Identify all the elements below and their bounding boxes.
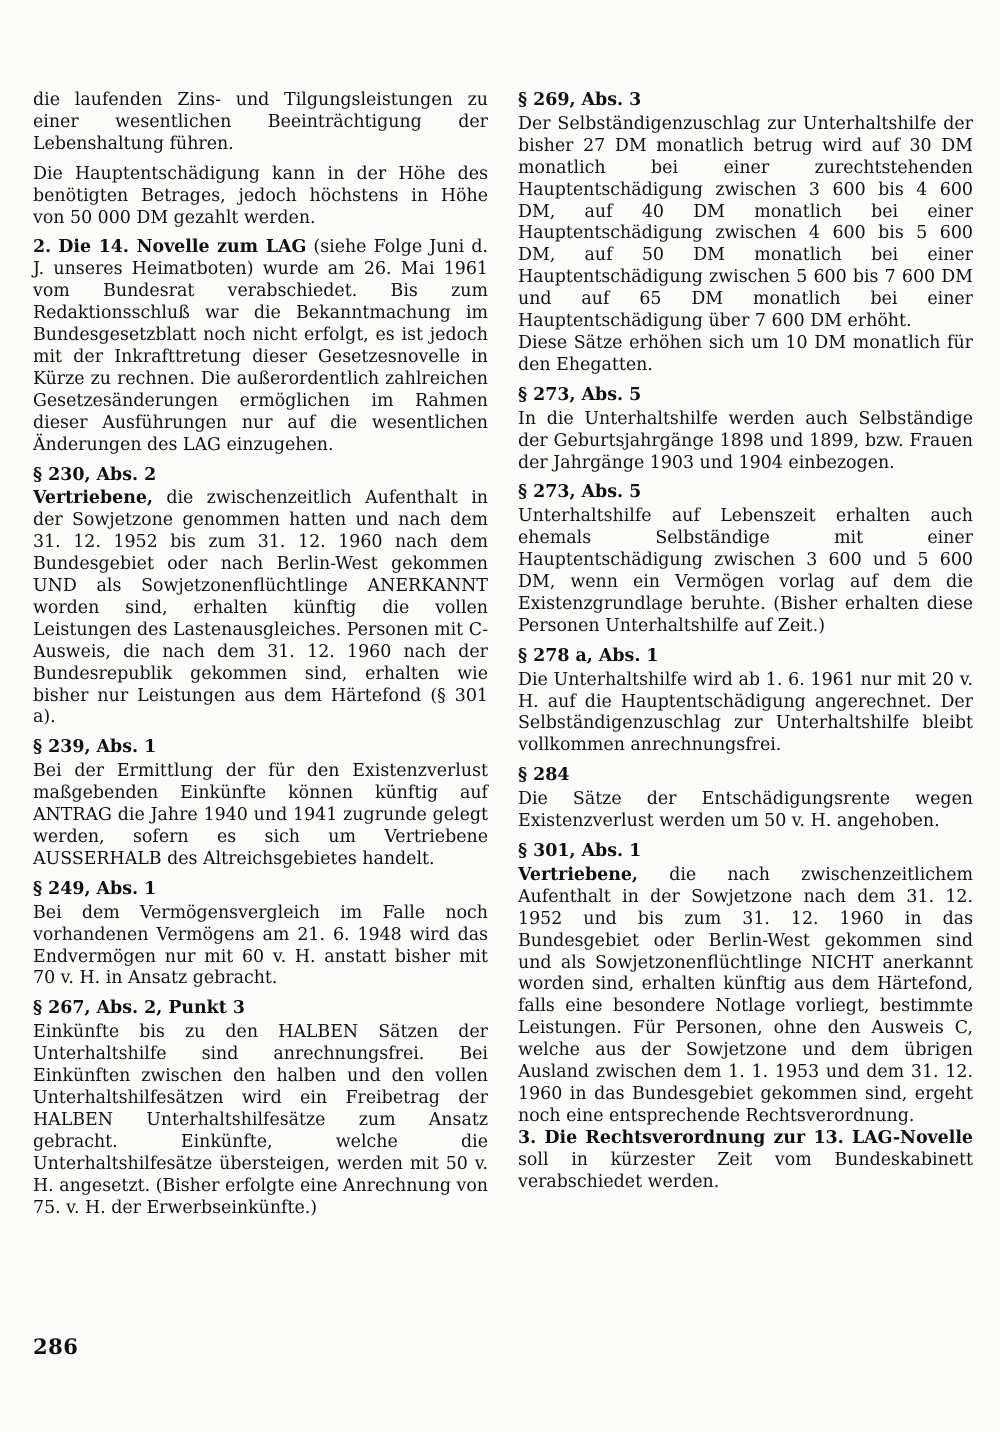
section-heading: § 278 a, Abs. 1 [518,645,659,666]
paragraph: die laufenden Zins- und Tilgungsleistungen zu einer wesentlichen Beeinträchtigung der Lebenshaltung führen. [33,90,488,154]
paragraph: Die Sätze der Entschädigungsrente wegen Existenzverlust werden um 50 v. H. angehoben. [518,789,973,832]
page-number: 286 [33,1334,79,1359]
paragraph: In die Unterhaltshilfe werden auch Selbständige der Geburtsjahrgänge 1898 und 1899, bzw. Frauen der Jahrgänge 1903 und 1904 einbezogen. [518,408,973,473]
bold-term: Vertriebene, [33,488,153,509]
right-column [518,90,973,1202]
bold-heading: 3. Die Rechtsverordnung zur 13. LAG-Novelle [518,1127,973,1148]
paragraph: Bei der Ermittlung der für den Existenzverlust maßgebenden Einkünfte können künftig auf ANTRAG die Jahre 1940 und 1941 zugrunde gelegt werden, sofern es sich um Vertriebene AUSSERHALB des Altreichsgebietes handelt. [33,761,488,869]
paragraph: Der Selbständigenzuschlag zur Unterhaltshilfe der bisher 27 DM monatlich betrug wird auf 30 DM monatlich bei einer zurechtstehenden Hauptentschädigung zwischen 3 600 bis 4 600 DM, auf 40 DM monatlich bei einer Hauptentschädigung zwischen 4 600 bis 5 600 DM, auf 50 DM monatlich bei einer Hauptentschädigung zwischen 5 600 bis 7 600 DM und auf 65 DM monatlich bei einer Hauptentschädigung über 7 600 DM erhöht. [518,113,973,332]
section-heading: § 284 [518,765,570,786]
left-column [33,90,488,1227]
paragraph [518,1128,973,1194]
paragraph: Einkünfte bis zu den HALBEN Sätzen der Unterhaltshilfe sind anrechnungsfrei. Bei Einkünften zwischen den halben und den vollen Unterhaltshilfesätzen wird ein Freibetrag der HALBEN Unterhaltshilfesätze zum Ansatz gebracht. Einkünfte, welche die Unterhaltshilfesätze übersteigen, werden mit 50 v. H. angesetzt. (Bisher erfolgte eine Anrechnung von 75. v. H. der Erwerbseinkünfte.) [33,1022,488,1218]
section-heading: § 267, Abs. 2, Punkt 3 [33,998,245,1019]
section-heading: § 249, Abs. 1 [33,878,157,899]
paragraph: Unterhaltshilfe auf Lebenszeit erhalten auch ehemals Selbständige mit einer Hauptentschädigung zwischen 3 600 und 5 600 DM, wenn ein Vermögen vorlag auf dem die Existenzgrundlage beruhte. (Bisher erhalten diese Personen Unterhaltshilfe auf Zeit.) [518,506,973,636]
section-heading: § 239, Abs. 1 [33,737,157,758]
section-heading: § 273, Abs. 5 [518,482,642,503]
section-heading: § 230, Abs. 2 [33,464,157,485]
paragraph-text: (siehe Folge Juni d. J. unseres Heimatboten) wurde am 26. Mai 1961 vom Bundesrat verabschiedet. Bis zum Redaktionsschluß war die Bekanntmachung im Bundesgesetzblatt noch nicht erfolgt, es ist jedoch mit der Inkrafttretung dieser Gesetzesnovelle in Kürze zu rechnen. Die außerordentlich zahlreichen Gesetzesänderungen ermöglichen im Rahmen dieser Ausführungen nur auf die wesentlichen Änderungen des LAG einzugehen. [33,237,488,455]
paragraph-text: die nach zwischenzeitlichem Aufenthalt in der Sowjetzone nach dem 31. 12. 1952 und bis zum 31. 12. 1960 in das Bundesgebiet oder Berlin-West gekommen sind und als Sowjetzonenflüchtlinge NICHT anerkannt worden sind, erhalten künftig aus dem Härtefond, falls eine besondere Notlage vorliegt, bestimmte Leistungen. Für Personen, ohne den Ausweis C, welche aus der Sowjetzone und dem übrigen Ausland zwischen dem 1. 1. 1953 und dem 31. 12. 1960 in das Bundesgebiet gekommen sind, ergeht noch eine entsprechende Rechtsverordnung. [518,864,973,1126]
section-heading: § 301, Abs. 1 [518,841,642,861]
paragraph: Diese Sätze erhöhen sich um 10 DM monatlich für den Ehegatten. [518,332,973,375]
paragraph [518,865,973,1128]
section-heading: § 269, Abs. 3 [518,90,642,110]
paragraph: Die Unterhaltshilfe wird ab 1. 6. 1961 nur mit 20 v. H. auf die Hauptentschädigung angerechnet. Der Selbständigenzuschlag zur Unterhaltshilfe bleibt vollkommen anrechnungsfrei. [518,669,973,756]
paragraph-text: die zwischenzeitlich Aufenthalt in der Sowjetzone genommen hatten und nach dem 31. 12. 1952 bis zum 31. 12. 1960 nach dem Bundesgebiet oder nach Berlin-West gekommen UND als Sowjetzonenflüchtlinge ANERKANNT worden sind, erhalten künftig die vollen Leistungen des Lastenausgleiches. Personen mit C-Ausweis, die nach dem 31. 12. 1960 nach der Bundesrepublik gekommen sind, erhalten wie bisher nur Leistungen aus dem Härtefond (§ 301 a). [33,488,488,728]
item-number: 2. [33,237,52,258]
bold-heading: Die 14. Novelle zum LAG [58,237,307,258]
paragraph [33,237,488,456]
bold-term: Vertriebene, [518,864,638,885]
paragraph: Bei dem Vermögensvergleich im Falle noch vorhandenen Vermögens am 21. 6. 1948 wird das Endvermögen nur mit 60 v. H. anstatt bisher mit 70 v. H. in Ansatz gebracht. [33,902,488,989]
section-heading: § 273, Abs. 5 [518,384,642,405]
paragraph [33,488,488,729]
paragraph-text: soll in kürzester Zeit vom Bundeskabinett verabschiedet werden. [518,1149,973,1192]
paragraph: Die Hauptentschädigung kann in der Höhe des benötigten Betrages, jedoch höchstens in Höhe von 50 000 DM gezahlt werden. [33,163,488,228]
